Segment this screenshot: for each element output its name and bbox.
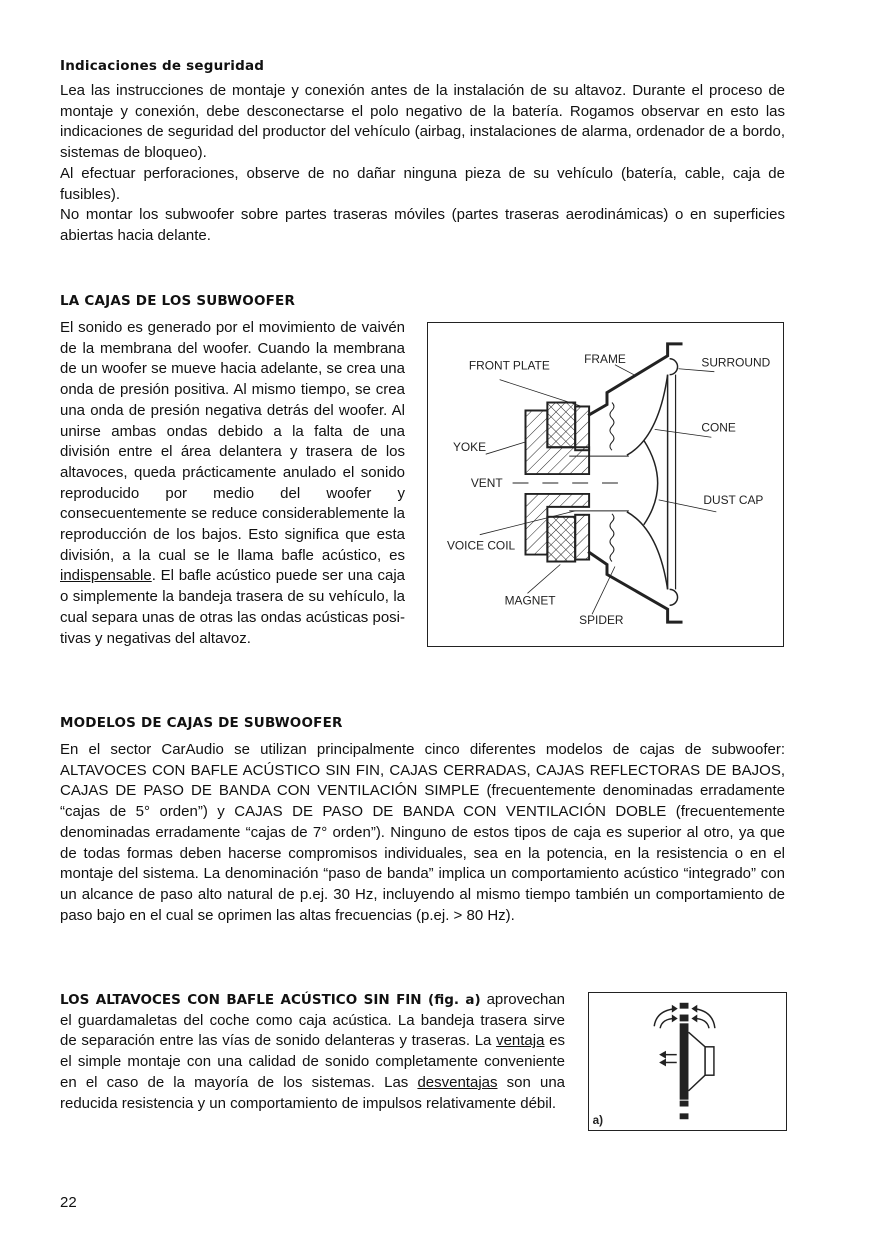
safety-paragraph-3: No montar los subwoofer sobre partes traseras móviles (partes traseras aerodinámicas) o en superficies abiertas hacia delante. xyxy=(60,206,785,244)
safety-paragraph-1: Lea las instrucciones de montaje y conexión antes de la instalación de su altavoz. Durante el proceso de montaje y conexión, debe desconectarse el polo negativo de la batería. Rogamos observar en esto las indicaciones de seguridad del productor del vehículo (airbag, instalaciones de alarma, ordenador de a bordo, sistemas de bloqueo). xyxy=(60,82,785,162)
surround-bottom xyxy=(670,589,678,605)
front-plate-top xyxy=(575,406,589,450)
magnet-bottom xyxy=(547,517,575,562)
label-yoke: YOKE xyxy=(452,440,487,455)
underlined-term: indispensable xyxy=(60,567,152,585)
dust-cap xyxy=(644,440,658,524)
baffle xyxy=(680,1023,689,1099)
models-text: En el sector CarAudio se utilizan principalmente cinco diferentes modelos de cajas de subwoofer: ALTAVOCES CON BAFLE ACÚSTICO SIN FIN, CAJAS CERRADAS, CAJAS REFLECTORAS DE BAJOS, CAJAS DE PASO DE BANDA CON VENTILACIÓN SIMPLE (frecuentemente denominadas erradamente “cajas de 5° orden”) y CAJAS DE PASO DE BANDA CON VENTILACIÓN DOBLE (frecuentemente denominadas erradamente “cajas de 7° orden”). Ninguno de estos tipos de caja es superior al otro, ya que de todas formas deben hacerse compromisos individuales, sea en la potencia, en la resistencia o en el montaje del sistema. La denominación “paso de banda” implica un comportamiento acústico “integrado” con un alcance de paso alto natural de p.ej. 30 Hz, incluyendo al mismo tiempo también un comportamiento de paso bajo en el cual se oprimen las altas frecuencias (p.ej. > 80 Hz). xyxy=(60,741,785,924)
speaker-diagram xyxy=(427,322,784,647)
safety-heading: Indicaciones de seguridad xyxy=(60,58,265,74)
label-cone: CONE xyxy=(701,420,736,435)
cone-bottom xyxy=(627,512,668,590)
magnet-top xyxy=(547,403,575,448)
speaker-magnet xyxy=(705,1047,714,1075)
safety-paragraph-2: Al efectuar perforaciones, observe de no dañar ninguna pieza de su vehículo (batería, cable, caja de fusibles). xyxy=(60,164,785,203)
spider-bottom xyxy=(610,514,614,562)
label-vent: VENT xyxy=(470,475,503,490)
label-voice-coil: VOICE COIL xyxy=(446,538,516,553)
spider-top xyxy=(610,403,614,451)
label-dust-cap: DUST CAP xyxy=(703,492,764,507)
front-plate-bottom xyxy=(575,515,589,560)
frame-bottom xyxy=(588,552,682,623)
label-frame: FRAME xyxy=(584,351,626,366)
infinite-heading: LOS ALTAVOCES CON BAFLE ACÚSTICO SIN FIN (fig. a) xyxy=(60,992,481,1008)
infinite-baffle-text: LOS ALTAVOCES CON BAFLE ACÚSTICO SIN FIN (fig. a) aprovechan el guardamaletas del coche como caja acústica. La bandeja trasera sirve de separación entre las vías de sonido delanteras y traseras. La ventaja es el simple montaje con una calidad de sonido completamente conveniente en el caso de la mayoría de los sistemas. Las desventajas son una reducida resistencia y un comportamiento de impulsos relativamente débil. xyxy=(60,991,566,1112)
label-spider: SPIDER xyxy=(579,613,624,628)
label-surround: SURROUND xyxy=(701,355,771,370)
page-number: 22 xyxy=(60,1194,77,1211)
speaker-cone xyxy=(688,1032,705,1091)
figure-a-label: a) xyxy=(592,1114,604,1128)
label-front-plate: FRONT PLATE xyxy=(468,358,550,373)
cone-top xyxy=(627,375,668,456)
surround-top xyxy=(670,359,678,375)
figure-a xyxy=(588,992,787,1131)
label-magnet: MAGNET xyxy=(504,593,556,608)
boxes-heading: LA CAJAS DE LOS SUBWOOFER xyxy=(60,293,296,309)
safety-text xyxy=(60,81,785,247)
boxes-text: El sonido es generado por el movimiento de vaivén de la membrana del woofer. Cuando la membrana de un woofer se mueve hacia adelante, se crea una onda de presión positiva. Al mismo tiempo, se crea una onda de presión negativa detrás del woofer. Al unirse ambas ondas debido a la falta de una división entre el área delantera y trasera de los altavoces, queda prácticamente anulado el sonido reproducido por medio del woofer y consecuentemente se reduce considerablemente la reproducción de los bajos. Esto significa que esta división, a la cual se le llama bafle acústico, es indispensable. El bafle acústico puede ser una caja o simplemente la bandeja trasera de su vehículo, la cual separa unas de otras las ondas acústicas positivas y negativas del altavoz. xyxy=(60,319,405,647)
models-heading: MODELOS DE CAJAS DE SUBWOOFER xyxy=(60,715,343,731)
